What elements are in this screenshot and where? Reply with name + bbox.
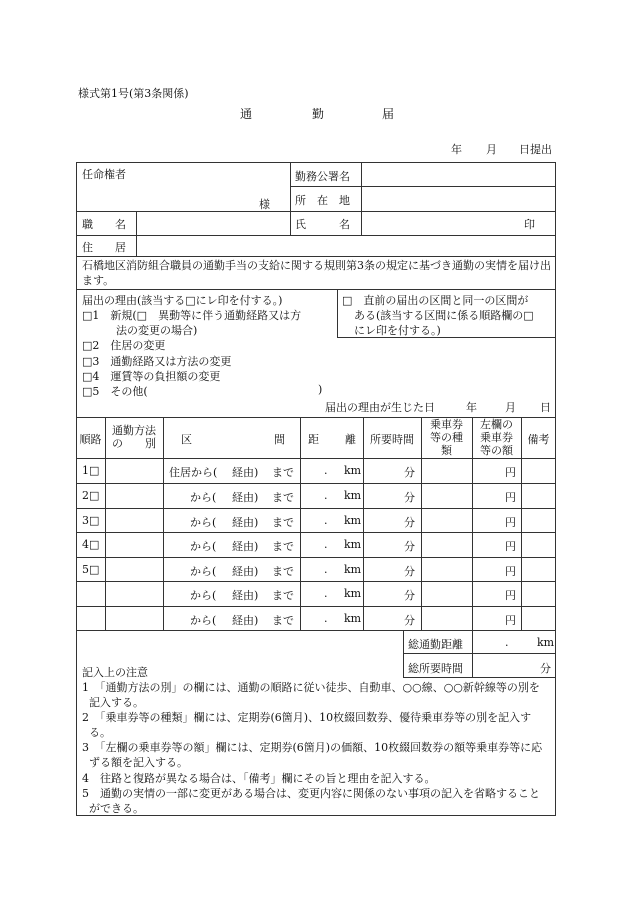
route-from: から( xyxy=(190,516,217,529)
title-char-2: 勤 xyxy=(312,107,325,121)
distance-dot: . xyxy=(324,514,328,527)
route-via: 経由) xyxy=(232,614,259,627)
distance-dot: . xyxy=(324,464,328,477)
col-ticket-amount-header-1: 左欄の xyxy=(480,418,513,431)
distance-dot: . xyxy=(324,538,328,551)
route-number: 4□ xyxy=(82,538,100,551)
reason-1: □1 新規(□ 異動等に伴う通勤経路又は方 xyxy=(82,309,302,322)
divider xyxy=(76,235,556,236)
route-via: 経由) xyxy=(232,565,259,578)
route-via: 経由) xyxy=(232,516,259,529)
time-unit: 分 xyxy=(404,491,415,504)
col-time-header: 所要時間 xyxy=(370,433,414,446)
time-unit: 分 xyxy=(404,565,415,578)
distance-unit: km xyxy=(344,563,362,576)
divider xyxy=(337,289,338,337)
position-label: 職 名 xyxy=(82,218,126,231)
divider xyxy=(76,458,556,459)
amount-unit: 円 xyxy=(505,589,516,602)
route-via: 経由) xyxy=(232,540,259,553)
distance-unit: km xyxy=(344,612,362,625)
distance-unit: km xyxy=(344,464,362,477)
divider xyxy=(163,417,164,630)
occurred-day: 日 xyxy=(540,401,551,414)
divider xyxy=(76,289,556,290)
route-to: まで xyxy=(272,491,294,504)
route-number: 3□ xyxy=(82,514,100,527)
divider xyxy=(76,508,556,509)
divider xyxy=(363,417,364,630)
route-from: から( xyxy=(190,491,217,504)
route-from: から( xyxy=(190,614,217,627)
route-from: から( xyxy=(190,589,217,602)
divider xyxy=(76,483,556,484)
route-number: 1□ xyxy=(82,464,100,477)
seal-label: 印 xyxy=(524,218,535,231)
reason-5: □5 その他( xyxy=(82,385,148,398)
note-item: 2 「乗車券等の種類」欄には、定期券(6箇月)、10枚綴回数券、優待乗車券等の別を記入する。 xyxy=(82,711,532,739)
divider xyxy=(76,557,556,558)
divider xyxy=(76,211,556,212)
note-item: 4 往路と復路が異なる場合は、「備考」欄にその旨と理由を記入する。 xyxy=(82,772,436,785)
route-to: まで xyxy=(272,589,294,602)
divider xyxy=(76,256,556,257)
statement: 石橋地区消防組合職員の通勤手当の支給に関する規則第3条の規定に基づき通勤の実情を届け出ます。 xyxy=(82,259,551,287)
form-number: 様式第1号(第3条関係) xyxy=(78,87,189,100)
occurred-month: 月 xyxy=(505,401,516,414)
divider xyxy=(403,677,556,678)
distance-dot: . xyxy=(324,563,328,576)
col-section-header-2: 間 xyxy=(274,433,285,446)
distance-unit: km xyxy=(344,538,362,551)
time-unit: 分 xyxy=(404,540,415,553)
route-via: 経由) xyxy=(232,589,259,602)
amount-unit: 円 xyxy=(505,565,516,578)
route-to: まで xyxy=(272,466,294,479)
submit-month: 月 xyxy=(486,143,497,156)
total-time-unit: 分 xyxy=(540,662,551,675)
route-via: 経由) xyxy=(232,466,259,479)
route-number: 5□ xyxy=(82,563,100,576)
title-char-1: 通 xyxy=(240,107,253,121)
route-from: から( xyxy=(190,540,217,553)
divider xyxy=(403,653,556,654)
divider xyxy=(361,162,362,235)
time-unit: 分 xyxy=(404,614,415,627)
distance-dot: . xyxy=(324,489,328,502)
submit-day: 日提出 xyxy=(519,143,552,156)
note-item: 5 通勤の実情の一部に変更がある場合は、変更内容に関係のない事項の記入を省略することができる。 xyxy=(82,787,540,815)
divider xyxy=(136,211,137,256)
divider xyxy=(300,417,301,630)
amount-unit: 円 xyxy=(505,614,516,627)
col-distance-header-2: 離 xyxy=(345,433,356,446)
distance-dot: . xyxy=(324,587,328,600)
divider xyxy=(521,417,522,630)
distance-unit: km xyxy=(344,587,362,600)
col-route-header: 順路 xyxy=(79,433,102,446)
note-item: 1 「通勤方法の別」の欄には、通勤の順路に従い徒歩、自動車、○○線、○○新幹線等の別を記入する。 xyxy=(82,681,540,709)
occurred-date-label: 届出の理由が生じた日 xyxy=(325,401,435,414)
same-route-line-2: ある(該当する区間に係る順路欄の□ xyxy=(354,309,534,322)
reason-1-cont: 法の変更の場合) xyxy=(116,324,198,337)
divider xyxy=(76,630,556,631)
total-distance-dot: . xyxy=(505,636,509,649)
same-route-line-3: にレ印を付する。) xyxy=(354,324,441,337)
amount-unit: 円 xyxy=(505,540,516,553)
amount-unit: 円 xyxy=(505,516,516,529)
divider xyxy=(76,606,556,607)
same-route-line-1: □ 直前の届出の区間と同一の区間が xyxy=(342,294,529,307)
route-via: 経由) xyxy=(232,491,259,504)
reason-5-close: ) xyxy=(318,383,323,396)
total-time-label: 総所要時間 xyxy=(408,662,463,675)
submit-year: 年 xyxy=(451,143,462,156)
sama-label: 様 xyxy=(259,198,270,211)
residence-label: 住 居 xyxy=(82,241,126,254)
address-label: 所 在 地 xyxy=(295,194,350,207)
col-distance-header-1: 距 xyxy=(308,433,319,446)
title-char-3: 届 xyxy=(382,107,395,121)
col-ticket-amount-header-2: 乗車券 xyxy=(480,431,513,444)
route-number: 2□ xyxy=(82,489,100,502)
col-section-header-1: 区 xyxy=(181,433,192,446)
note-item: 3 「左欄の乗車券等の額」欄には、定期券(6箇月)の価額、10枚綴回数券の額等乗車券等に応ずる額を記入する。 xyxy=(82,741,543,769)
route-from: 住居から( xyxy=(169,466,218,479)
office-name-label: 勤務公署名 xyxy=(295,170,350,183)
divider xyxy=(76,532,556,533)
time-unit: 分 xyxy=(404,466,415,479)
col-remarks-header: 備考 xyxy=(527,433,550,446)
reason-3: □3 通勤経路又は方法の変更 xyxy=(82,355,232,368)
distance-unit: km xyxy=(344,489,362,502)
notes-title: 記入上の注意 xyxy=(82,666,148,679)
reason-header: 届出の理由(該当する□にレ印を付する。) xyxy=(82,294,283,307)
reason-2: □2 住居の変更 xyxy=(82,339,166,352)
route-to: まで xyxy=(272,540,294,553)
total-distance-unit: km xyxy=(537,636,555,649)
col-ticket-type-header-2: 等の種 xyxy=(430,431,463,444)
amount-unit: 円 xyxy=(505,491,516,504)
route-to: まで xyxy=(272,565,294,578)
divider xyxy=(290,186,556,187)
time-unit: 分 xyxy=(404,589,415,602)
col-method-header-1: 通勤方法 xyxy=(112,424,156,437)
distance-unit: km xyxy=(344,514,362,527)
col-ticket-type-header-1: 乗車券 xyxy=(430,418,463,431)
reason-4: □4 運賃等の負担額の変更 xyxy=(82,370,221,383)
col-ticket-type-header-3: 類 xyxy=(441,444,452,457)
time-unit: 分 xyxy=(404,516,415,529)
col-ticket-amount-header-3: 等の額 xyxy=(480,444,513,457)
route-to: まで xyxy=(272,614,294,627)
name-label: 氏 名 xyxy=(295,218,350,231)
col-method-header-2: の 別 xyxy=(112,437,156,450)
appointing-authority-label: 任命権者 xyxy=(82,168,126,181)
total-distance-label: 総通勤距離 xyxy=(408,638,463,651)
divider xyxy=(290,162,291,235)
distance-dot: . xyxy=(324,612,328,625)
occurred-year: 年 xyxy=(466,401,477,414)
divider xyxy=(76,581,556,582)
amount-unit: 円 xyxy=(505,466,516,479)
route-to: まで xyxy=(272,516,294,529)
route-from: から( xyxy=(190,565,217,578)
